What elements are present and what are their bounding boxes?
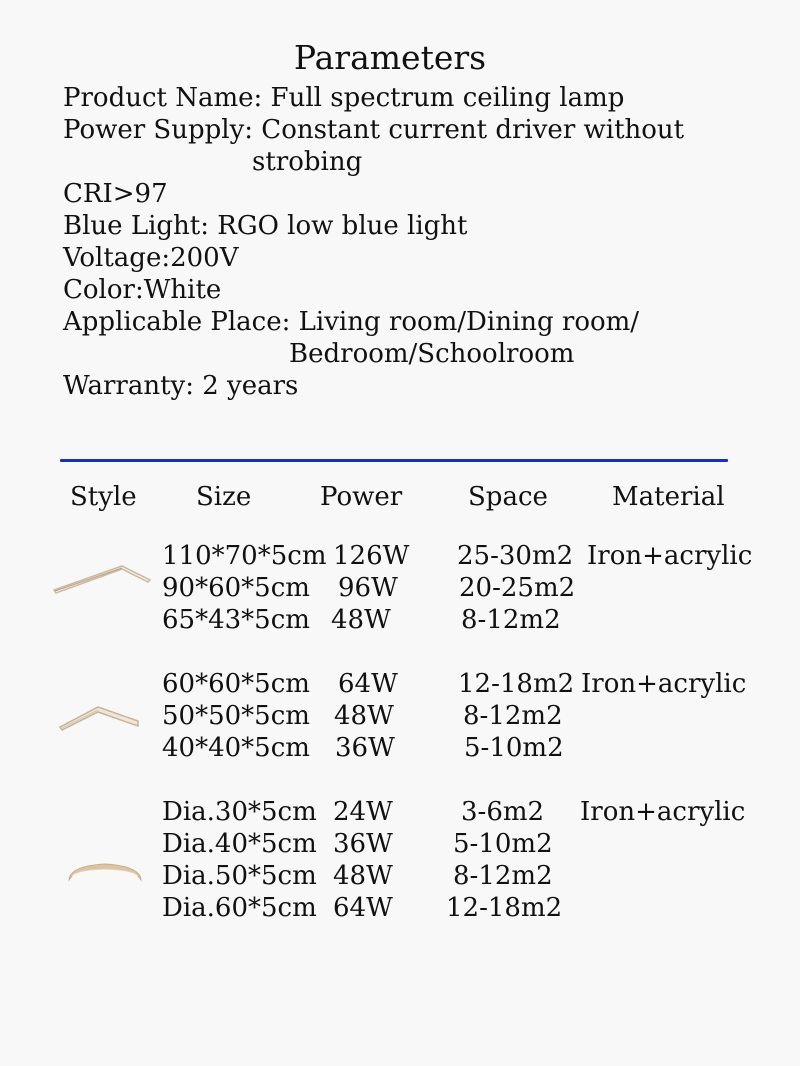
param-cri: CRI>97	[63, 179, 168, 209]
param-product-name: Product Name: Full spectrum ceiling lamp	[63, 83, 625, 113]
size-cell: Dia.50*5cm	[162, 861, 317, 891]
material-cell: Iron+acrylic	[587, 541, 753, 571]
parameters-list	[63, 82, 684, 402]
power-cell: 48W	[331, 605, 391, 635]
space-cell: 8-12m2	[461, 605, 561, 635]
param-applicable-place: Applicable Place: Living room/Dining room/	[63, 307, 640, 337]
size-cell: 65*43*5cm	[162, 605, 310, 635]
size-cell: Dia.40*5cm	[162, 829, 317, 859]
section-divider	[60, 459, 728, 462]
power-cell: 24W	[333, 797, 393, 827]
size-cell: Dia.60*5cm	[162, 893, 317, 923]
size-cell: Dia.30*5cm	[162, 797, 317, 827]
space-cell: 20-25m2	[459, 573, 576, 603]
space-cell: 5-10m2	[453, 829, 553, 859]
param-applicable-place-cont: Bedroom/Schoolroom	[289, 339, 575, 369]
rectangle-ceiling-lamp-icon	[52, 560, 152, 600]
header-material: Material	[612, 482, 725, 512]
round-ceiling-lamp-icon	[66, 858, 144, 892]
material-cell: Iron+acrylic	[581, 669, 747, 699]
header-power: Power	[320, 482, 403, 512]
size-cell: 90*60*5cm	[162, 573, 310, 603]
header-style: Style	[70, 482, 137, 512]
square-ceiling-lamp-icon	[58, 703, 142, 735]
space-cell: 3-6m2	[461, 797, 545, 827]
param-color: Color:White	[63, 275, 222, 305]
space-cell: 5-10m2	[464, 733, 564, 763]
size-cell: 110*70*5cm	[162, 541, 327, 571]
header-space: Space	[468, 482, 548, 512]
space-cell: 8-12m2	[453, 861, 553, 891]
material-cell: Iron+acrylic	[580, 797, 746, 827]
power-cell: 48W	[334, 701, 394, 731]
size-cell: 50*50*5cm	[162, 701, 310, 731]
power-cell: 48W	[333, 861, 393, 891]
param-warranty: Warranty: 2 years	[63, 371, 299, 401]
space-cell: 8-12m2	[463, 701, 563, 731]
space-cell: 12-18m2	[458, 669, 575, 699]
power-cell: 64W	[338, 669, 398, 699]
size-cell: 40*40*5cm	[162, 733, 310, 763]
header-size: Size	[196, 482, 252, 512]
power-cell: 36W	[335, 733, 395, 763]
power-cell: 126W	[333, 541, 410, 571]
param-blue-light: Blue Light: RGO low blue light	[63, 211, 468, 241]
space-cell: 25-30m2	[457, 541, 574, 571]
size-cell: 60*60*5cm	[162, 669, 310, 699]
param-voltage: Voltage:200V	[63, 243, 239, 273]
power-cell: 96W	[338, 573, 398, 603]
power-cell: 64W	[333, 893, 393, 923]
param-power-supply-cont: strobing	[252, 147, 363, 177]
param-power-supply: Power Supply: Constant current driver without	[63, 115, 685, 145]
page-title: Parameters	[293, 38, 487, 77]
space-cell: 12-18m2	[446, 893, 563, 923]
power-cell: 36W	[333, 829, 393, 859]
